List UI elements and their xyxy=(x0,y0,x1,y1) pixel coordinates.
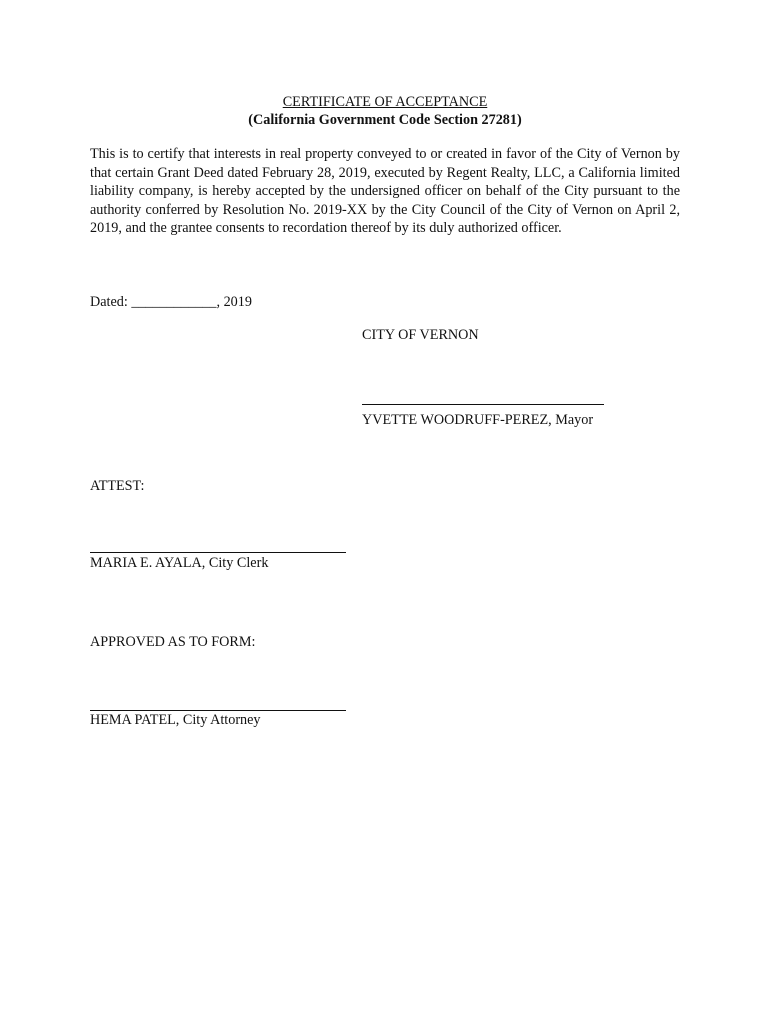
code-section-subtitle: (California Government Code Section 27281) xyxy=(248,112,522,128)
dated-line: Dated: ____________, 2019 xyxy=(90,294,252,310)
mayor-signatory-name: YVETTE WOODRUFF-PEREZ, Mayor xyxy=(362,412,594,428)
clerk-signatory-name: MARIA E. AYALA, City Clerk xyxy=(90,555,269,571)
city-of-vernon-label: CITY OF VERNON xyxy=(362,327,479,343)
clerk-signature-line xyxy=(90,552,346,553)
mayor-signature-line xyxy=(362,404,604,405)
attorney-signatory-name: HEMA PATEL, City Attorney xyxy=(90,712,261,728)
certificate-title: CERTIFICATE OF ACCEPTANCE xyxy=(282,94,488,110)
approved-as-to-form-label: APPROVED AS TO FORM: xyxy=(90,634,256,650)
attest-label: ATTEST: xyxy=(90,478,145,494)
certification-paragraph: This is to certify that interests in real property conveyed to or created in favor of the City of Vernon by that certain Grant Deed dated February 28, 2019, executed by Regent Realty, LLC, a California limited liability company, is hereby accepted by the undersigned officer on behalf of the City pursuant to the authority conferred by Resolution No. 2019-XX by the City Council of the City of Vernon on April 2, 2019, and the grantee consents to recordation thereof by its duly authorized officer. xyxy=(90,146,680,237)
